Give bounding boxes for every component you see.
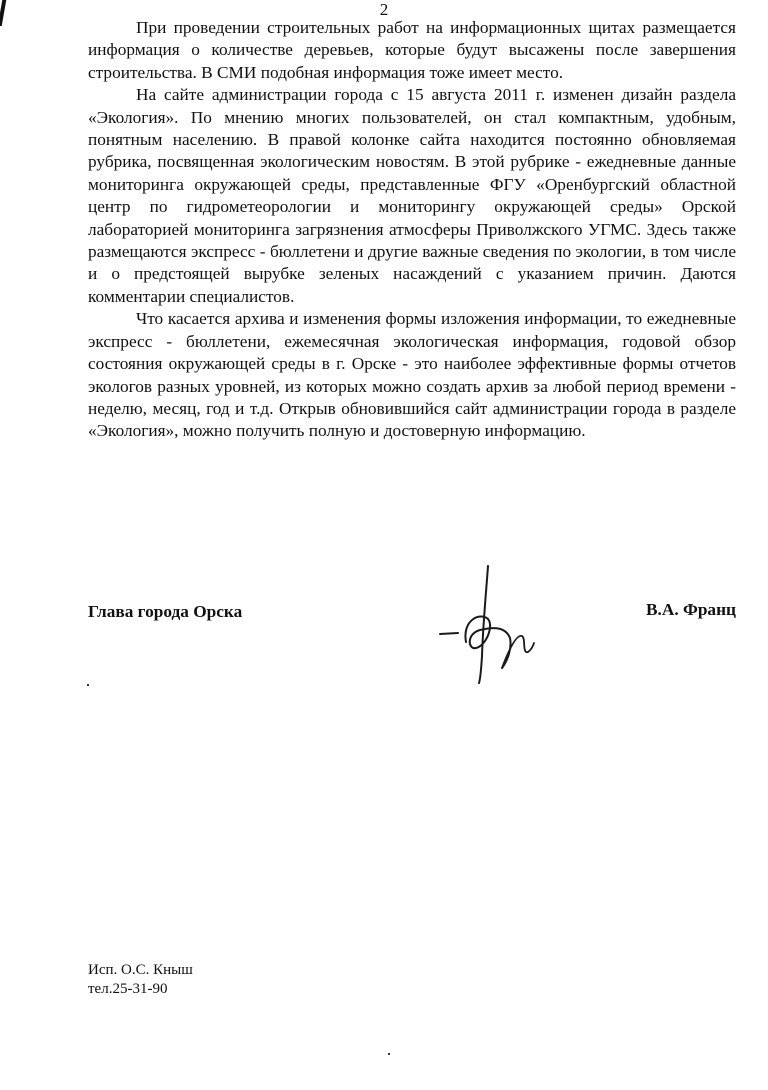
scan-speck	[388, 1053, 390, 1055]
paragraph-website-ecology: На сайте администрации города с 15 августа 2011 г. изменен дизайн раздела «Экология». По мнению многих пользователей, он стал компактным, удобным, понятным населению. В правой колонке сайта находится постоянно обновляемая рубрика, посвященная экологическим новостям. В этой рубрике - ежедневные данные мониторинга окружающей среды, представленные ФГУ «Оренбургский областной центр по гидрометеорологии и мониторингу окружающей среды» Орской лабораторией мониторинга загрязнения атмосферы Приволжского УГМС. Здесь также размещаются экспресс - бюллетени и другие важные сведения по экологии, в том числе и о предстоящей вырубке зеленых насаждений с указанием причин. Даются комментарии специалистов.	[88, 85, 736, 306]
handwritten-signature	[436, 564, 536, 684]
page-number: 2	[379, 0, 389, 19]
scan-speck	[87, 684, 89, 686]
paragraph-construction-info: При проведении строительных работ на информационных щитах размещается информация о количестве деревьев, которые будут высажены после завершения строительства. В СМИ подобная информация тоже имеет место.	[88, 18, 736, 82]
signer-name: В.А. Франц	[646, 600, 736, 619]
signer-position: Глава города Орска	[88, 602, 243, 621]
executor-info	[88, 961, 193, 999]
executor-phone: тел.25-31-90	[88, 981, 168, 997]
paragraph-archive: Что касается архива и изменения формы изложения информации, то ежедневные экспресс - бюллетени, ежемесячная экологическая информация, годовой обзор состояния окружающей среды в г. Орске - это наиболее эффективные формы отчетов экологов разных уровней, из которых можно создать архив за любой период времени - неделю, месяц, год и т.д. Открыв обновившийся сайт администрации города в разделе «Экология», можно получить полную и достоверную информацию.	[88, 309, 736, 441]
signature-block	[88, 597, 736, 687]
letter-body	[88, 17, 736, 443]
executor-name: Исп. О.С. Кныш	[88, 962, 193, 978]
